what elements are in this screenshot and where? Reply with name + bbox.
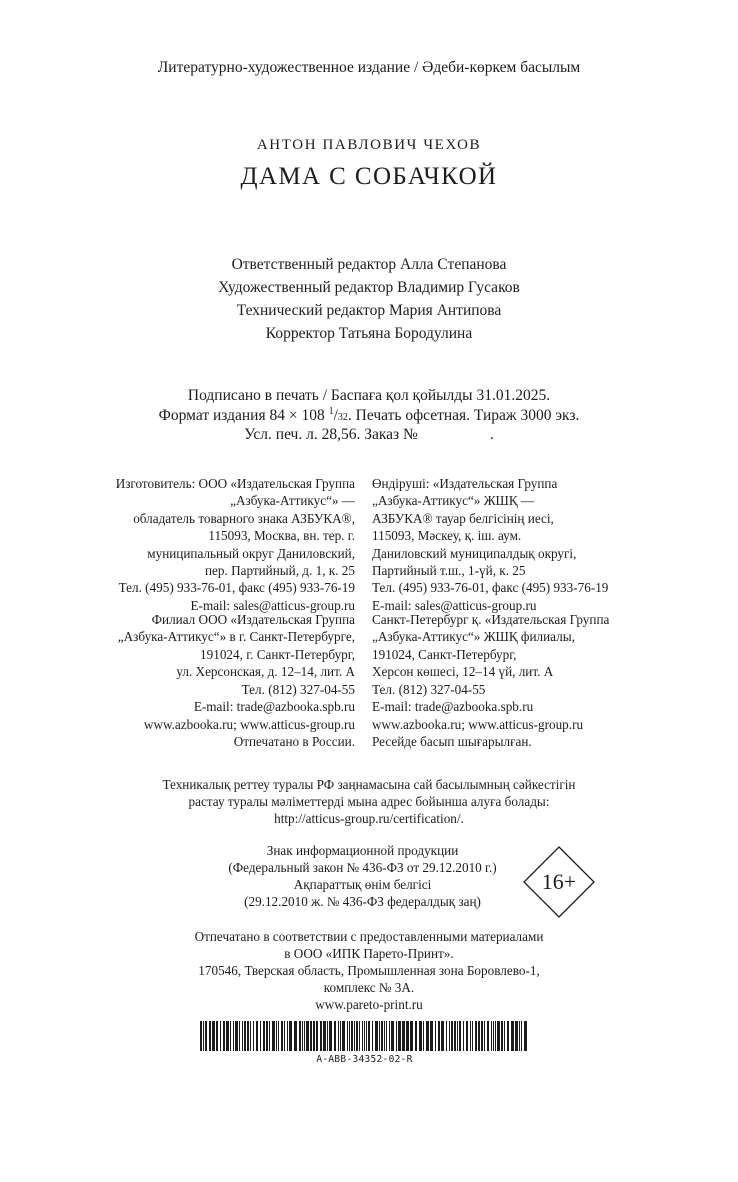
barcode-bar [472,1021,473,1051]
barcode-bar [284,1021,285,1051]
barcode-bar [384,1021,385,1051]
barcode-bar [260,1021,261,1051]
barcode-bar [223,1021,225,1051]
barcode-bar [470,1021,471,1051]
barcode-bar [515,1021,518,1051]
barcode-bar [398,1021,401,1051]
barcode-bar [269,1021,270,1051]
barcode-bar [340,1021,341,1051]
info-sign-line: (Федеральный закон № 436-ФЗ от 29.12.2010 г.) [228,860,497,875]
barcode-bar [272,1021,275,1051]
certification-url: http://atticus-group.ru/certification/. [274,811,464,826]
manufacturer-kz [372,475,608,614]
barcode-code: A-ABB-34352-02-R [316,1054,413,1065]
web-ru [144,716,355,751]
branch-kz-phone: Тел. (812) 327-04-55 [372,681,486,697]
barcode-bar [250,1021,251,1051]
barcode-bar [200,1021,202,1051]
manufacturer-ru-phone: Тел. (495) 933-76-01, факс (495) 933-76-19 [118,580,355,596]
manufacturer-kz-phone: Тел. (495) 933-76-01, факс (495) 933-76-19 [372,580,609,596]
barcode-bar [244,1021,246,1051]
printed-in-russia: Отпечатано в России. [233,734,355,750]
barcode-bar [359,1021,360,1051]
barcode-bar [216,1021,218,1051]
barcode-bar [287,1021,288,1051]
info-sign-line: (29.12.2010 ж. № 436-ФЗ федералдық заң) [244,894,481,909]
manufacturer-ru-line: Изготовитель: ООО «Издательская Группа [115,476,355,491]
certification-line: Техникалық реттеу туралы РФ заңнамасына сай басылымның сәйкестігін [162,777,576,792]
age-rating-text: 16+ [541,869,577,894]
barcode-bar [323,1021,326,1051]
branch-ru-phone: Тел. (812) 327-04-55 [241,681,355,697]
barcode-bar [327,1021,328,1051]
branch-kz-line: 191024, Санкт-Петербург, [372,646,517,662]
manufacturer-kz-line: 115093, Мәскеу, қ. іш. аум. [372,528,522,544]
barcode-bar [247,1021,249,1051]
branch-ru-email: E-mail: trade@azbooka.spb.ru [193,699,355,715]
barcode-bar [451,1021,453,1051]
barcode-bar [381,1021,383,1051]
manufacturer-ru-line: „Азбука-Аттикус“» — [230,493,355,509]
barcode-bar [426,1021,429,1051]
barcode-bar [235,1021,238,1051]
barcode-bar [302,1021,303,1051]
barcode-bar [209,1021,211,1051]
format-fraction-numerator: 1 [328,406,334,417]
barcode-bar [203,1021,204,1051]
manufacturer-ru-line: обладатель товарного знака АЗБУКА®, [133,510,355,526]
barcode-bar [338,1021,339,1051]
barcode-bar [242,1021,243,1051]
barcode-bar [316,1021,318,1051]
printer-address: 170546, Тверская область, Промышленная зона Боровлево-1, [198,963,540,978]
barcode-bar [212,1021,215,1051]
barcode-bar [491,1021,492,1051]
barcode-bar [220,1021,221,1051]
barcode-bar [449,1021,450,1051]
barcode-bar [276,1021,277,1051]
manufacturer-kz-line: Партийный т.ш., 1-үй, к. 25 [372,563,526,579]
barcode-image [200,1021,529,1051]
manufacturer-kz-email: E-mail: sales@atticus-group.ru [372,597,537,613]
barcode-bar [391,1021,394,1051]
barcode-bar [519,1021,520,1051]
printed-in-russia-kz: Ресейде басып шығарылған. [372,734,532,750]
info-sign-line: Знак информационной продукции [266,843,459,858]
branch-kz-line: Херсон көшесі, 12–14 үй, лит. А [372,664,554,680]
signed-to-print: Подписано в печать / Баспаға қол қойылды 31.01.2025. [187,387,551,404]
barcode-bar [423,1021,424,1051]
barcode-bar [368,1021,370,1051]
barcode-bar [375,1021,378,1051]
barcode-bar [294,1021,297,1051]
barcode-bar [253,1021,254,1051]
barcode-bar [349,1021,350,1051]
barcode-bar [281,1021,283,1051]
barcode-bar [454,1021,456,1051]
barcode-bar [524,1021,527,1051]
barcode-bar [362,1021,363,1051]
barcode-bar [239,1021,240,1051]
format-fraction-denominator: 32 [337,412,348,424]
branch-kz-email: E-mail: trade@azbooka.spb.ru [372,699,534,715]
barcode-bar [493,1021,494,1051]
barcode-bar [463,1021,464,1051]
barcode-bar [415,1021,417,1051]
barcode-bar [435,1021,436,1051]
barcode-bar [379,1021,380,1051]
barcode-bar [310,1021,312,1051]
proofreader: Корректор Татьяна Бородулина [265,325,473,342]
sheets-order-line [0,426,738,444]
age-rating-badge [522,845,596,919]
barcode-bar [521,1021,522,1051]
manufacturer-ru-email: E-mail: sales@atticus-group.ru [190,597,355,613]
manufacturer-kz-line: „Азбука-Аттикус“» ЖШҚ — [372,493,535,509]
barcode-bar [481,1021,483,1051]
web-ru-links: www.azbooka.ru; www.atticus-group.ru [143,717,355,732]
barcode-bar [430,1021,433,1051]
format-prefix: Формат издания 84 × 108 [158,407,329,425]
manufacturer-ru-line: 115093, Москва, вн. тер. г. [208,528,355,544]
barcode-bar [233,1021,234,1051]
barcode-bar [256,1021,258,1051]
manufacturer-ru-line: муниципальный округ Даниловский, [147,545,355,561]
barcode-bar [306,1021,309,1051]
barcode-bar [304,1021,305,1051]
barcode-bar [364,1021,365,1051]
branch-kz-line: „Азбука-Аттикус“» ЖШҚ филиалы, [372,629,575,645]
barcode-bar [226,1021,229,1051]
barcode-bar [347,1021,348,1051]
barcode-bar [402,1021,405,1051]
branch-kz [372,611,609,715]
format-line: Формат издания 84 × 108 $^1$/32. Печать офсетная. Тираж 3000 экз. [158,406,580,425]
barcode-bar [351,1021,353,1051]
info-product-sign [205,842,520,910]
barcode-bar [459,1021,461,1051]
editor-responsible: Ответственный редактор Алла Степанова [231,256,507,273]
barcode-bar [406,1021,409,1051]
manufacturer-kz-line: Өндіруші: «Издательская Группа [372,476,558,491]
web-kz-links: www.azbooka.ru; www.atticus-group.ru [372,717,584,732]
branch-kz-line: Санкт-Петербург қ. «Издательская Группа [372,612,610,627]
barcode-bar [441,1021,444,1051]
barcode-bar [263,1021,265,1051]
barcode-bar [438,1021,440,1051]
barcode-bar [484,1021,485,1051]
barcode-bar [478,1021,480,1051]
barcode-bar [410,1021,413,1051]
barcode-bar [501,1021,503,1051]
manufacturer-ru-line: пер. Партийный, д. 1, к. 25 [204,563,355,579]
barcode-bar [511,1021,514,1051]
barcode-bar [475,1021,477,1051]
barcode-bar [329,1021,332,1051]
barcode-bar [278,1021,279,1051]
barcode-bar [313,1021,315,1051]
editor-technical: Технический редактор Мария Антипова [236,302,502,319]
barcode-bar [354,1021,355,1051]
web-kz [372,716,583,751]
barcode-bar [446,1021,447,1051]
barcode-bar [466,1021,468,1051]
printer-website: www.pareto-print.ru [315,997,423,1012]
sheets-order-text: Усл. печ. л. 28,56. Заказ № [244,426,418,443]
barcode-bar [386,1021,387,1051]
branch-ru-line: „Азбука-Аттикус“» в г. Санкт-Петербурге, [117,629,355,645]
barcode-bar [457,1021,458,1051]
barcode-bar [356,1021,358,1051]
info-sign-line: Ақпараттық өнім белгісі [293,877,432,892]
barcode-bar [487,1021,489,1051]
manufacturer-kz-line: Даниловский муниципалдық округі, [372,545,577,561]
author-name: АНТОН ПАВЛОВИЧ ЧЕХОВ [256,137,482,153]
order-end: . [489,426,494,443]
barcode-bar [497,1021,500,1051]
branch-ru-line: 191024, г. Санкт-Петербург, [200,646,355,662]
printer-address: комплекс № 3А. [323,980,415,995]
series-line: Литературно-художественное издание / Әдеби-көркем басылым [157,59,581,76]
printer-line: в ООО «ИПК Парето-Принт». [284,946,454,961]
barcode-bar [389,1021,390,1051]
barcode-bar [205,1021,207,1051]
barcode-bar [334,1021,336,1051]
manufacturer-kz-line: АЗБУКА® тауар белгісінің иесі, [372,510,554,526]
barcode-bar [342,1021,345,1051]
barcode-bar [419,1021,422,1051]
barcode-bar [396,1021,397,1051]
manufacturer-ru [116,475,355,614]
branch-ru-line: Филиал ООО «Издательская Группа [151,612,355,627]
branch-ru [118,611,355,715]
barcode-bar [299,1021,301,1051]
printer-line: Отпечатано в соответствии с предоставленными материалами [194,929,544,944]
age-rating-diamond [522,845,596,919]
barcode-bar [320,1021,322,1051]
barcode-bar [366,1021,367,1051]
book-title: ДАМА С СОБАЧКОЙ [240,163,498,190]
format-suffix: . Печать офсетная. Тираж 3000 экз. [347,407,580,425]
barcode-bar [504,1021,505,1051]
branch-ru-line: ул. Херсонская, д. 12–14, лит. А [176,664,355,680]
editor-art: Художественный редактор Владимир Гусаков [218,279,520,296]
barcode-bar [507,1021,509,1051]
barcode-bar [495,1021,496,1051]
barcode-bar [266,1021,268,1051]
barcode-bar [230,1021,231,1051]
barcode-bar [372,1021,373,1051]
barcode-bar [289,1021,292,1051]
certification-line: растау туралы мәліметтерді мына адрес бойынша алуға болады: [188,794,550,809]
